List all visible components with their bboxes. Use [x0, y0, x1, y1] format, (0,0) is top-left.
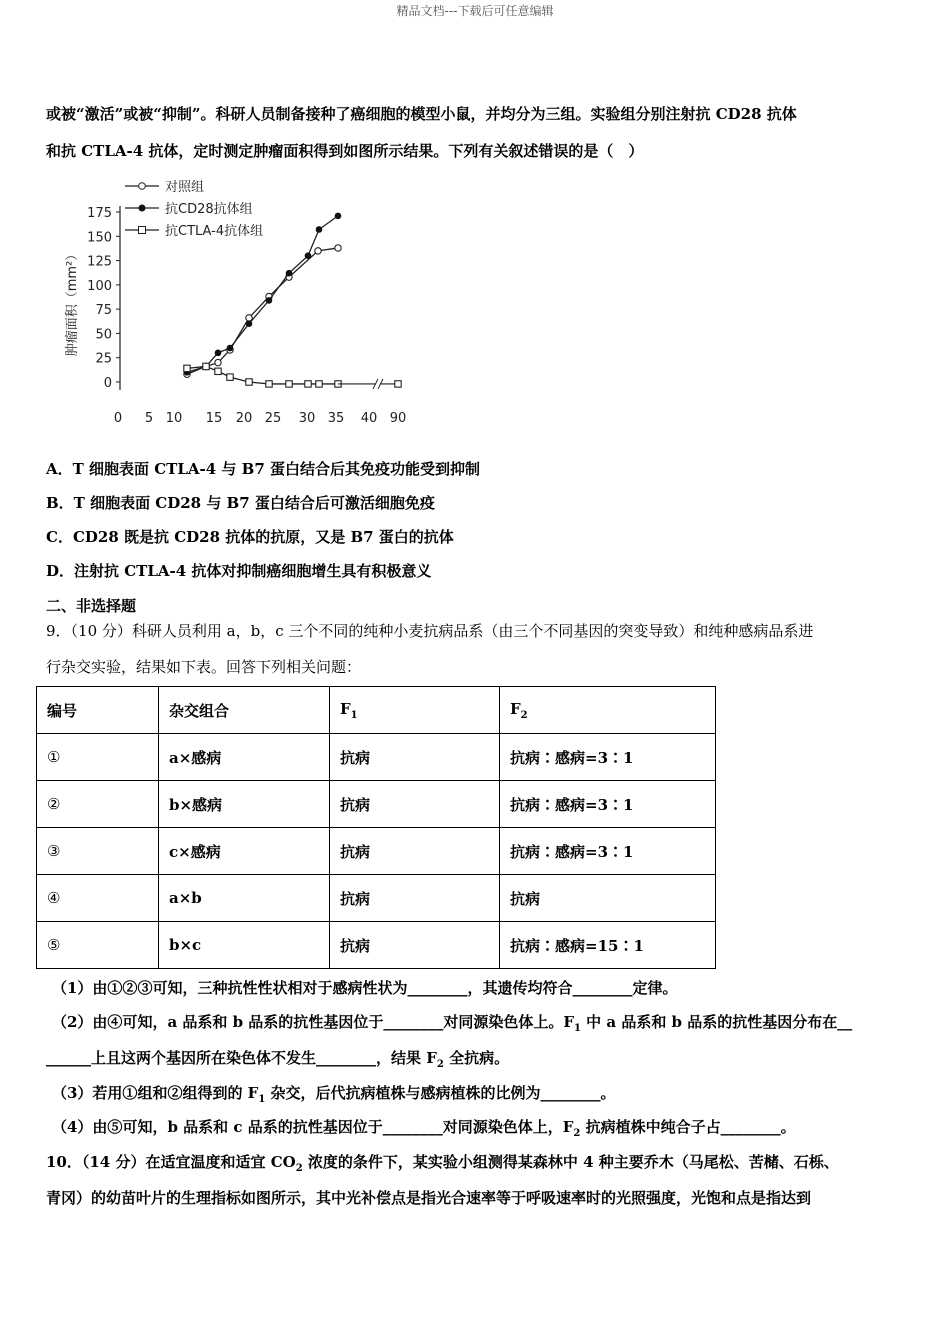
q9-sub-2b [46, 1047, 509, 1070]
legend-label: 对照组 [165, 180, 205, 195]
y-tick-label: 0 [103, 376, 112, 391]
x-tick-label: 5 [144, 411, 154, 426]
q9-sub-3-sub: 1 [258, 1094, 266, 1105]
header-f-sub: 2 [520, 709, 528, 721]
table-cell: b×c [159, 922, 330, 969]
data-point-square [227, 374, 233, 380]
q9-sub-3-post: 杂交，后代抗病植株与感病植株的比例为________。 [265, 1084, 616, 1102]
table-cell: 抗病 [500, 875, 716, 922]
data-point-open [315, 248, 321, 254]
data-point-square [203, 363, 209, 369]
table-cell: 抗病∶感病=3∶1 [500, 781, 716, 828]
table-cell: 抗病∶感病=15∶1 [500, 922, 716, 969]
data-point-filled [305, 252, 312, 259]
intro-line-2: 和抗 CTLA-4 抗体，定时测定肿瘤面积得到如图所示结果。下列有关叙述错误的是（ ） [46, 142, 644, 160]
header-f-sub: 1 [350, 709, 358, 721]
data-point-open [335, 245, 341, 251]
y-tick-label: 75 [95, 303, 112, 319]
q9-sub-4 [52, 1116, 796, 1139]
option-d: D．注射抗 CTLA-4 抗体对抑制癌细胞增生具有积极意义 [46, 562, 432, 580]
q9-sub-2b-pre: ______上且这两个基因所在染色体不发生________，结果 F [46, 1049, 437, 1067]
q9-line-1: 9．（10 分）科研人员利用 a，b，c 三个不同的纯种小麦抗病品系（由三个不同基因的突变导致）和纯种感病品系进 [46, 622, 814, 640]
table-cell: a×感病 [159, 734, 330, 781]
x-tick-label: 15 [205, 411, 223, 426]
x-tick-label: 10 [165, 411, 183, 426]
page-header: 精品文档---下载后可任意编辑 [396, 4, 554, 18]
q9-sub-1: （1）由①②③可知，三种抗性性状相对于感病性状为________，其遗传均符合________定律。 [52, 979, 678, 997]
section-title: 二、非选择题 [46, 597, 137, 615]
table-cell: ④ [37, 875, 159, 922]
q9-sub-4-sub: 2 [573, 1128, 581, 1139]
q9-sub-2b-sub: 2 [436, 1059, 444, 1070]
q10-line-1 [46, 1151, 839, 1174]
legend-marker [139, 205, 146, 212]
table-cell: 抗病∶感病=3∶1 [500, 734, 716, 781]
x-tick-label: 40 [360, 411, 378, 426]
header-cell: 编号 [37, 687, 159, 734]
table-cell: ③ [37, 828, 159, 875]
data-point-square [215, 368, 221, 374]
x-tick-label: 35 [327, 411, 345, 426]
table-cell: ② [37, 781, 159, 828]
header-f-text: F [340, 699, 351, 718]
data-point-filled [316, 226, 323, 233]
x-tick-label: 25 [264, 411, 282, 426]
q9-sub-2a-sub: 1 [573, 1023, 581, 1034]
table-row [37, 781, 716, 828]
q10-line-2: 青冈）的幼苗叶片的生理指标如图所示，其中光补偿点是指光合速率等于呼吸速率时的光照强度，光饱和点是指达到 [46, 1189, 812, 1207]
table-row [37, 922, 716, 969]
y-tick-label: 25 [95, 351, 112, 367]
data-point-filled [286, 270, 293, 277]
y-tick-label: 175 [87, 206, 112, 221]
cross-results-table [36, 686, 716, 969]
q9-sub-2a-post: 中 a 品系和 b 品系的抗性基因分布在__ [580, 1013, 853, 1031]
header-f-text: F [510, 699, 521, 718]
table-row [37, 828, 716, 875]
data-point-open [215, 359, 221, 365]
data-point-square [395, 381, 401, 387]
data-point-square [305, 381, 311, 387]
table-cell: 抗病 [330, 828, 500, 875]
option-b: B．T 细胞表面 CD28 与 B7 蛋白结合后可激活细胞免疫 [46, 494, 435, 512]
data-point-filled [246, 320, 253, 327]
data-point-filled [227, 345, 234, 352]
data-point-square [316, 381, 322, 387]
q9-sub-2a-pre: （2）由④可知，a 品系和 b 品系的抗性基因位于________对同源染色体上。F [52, 1013, 574, 1031]
q10-line-1-post: 浓度的条件下，某实验小组测得某森林中 4 种主要乔木（马尾松、苦槠、石栎、 [302, 1153, 839, 1171]
table-cell: a×b [159, 875, 330, 922]
intro-line-1: 或被“激活”或被“抑制”。科研人员制备接种了癌细胞的模型小鼠，并均分为三组。实验组分别注射抗 CD28 抗体 [46, 105, 797, 123]
header-cell [330, 687, 500, 734]
x-tick-label: 0 [113, 411, 123, 426]
q9-sub-4-post: 抗病植株中纯合子占________。 [580, 1118, 796, 1136]
tumor-area-chart [40, 172, 430, 432]
table-cell: ⑤ [37, 922, 159, 969]
data-point-square [266, 381, 272, 387]
legend-marker [139, 183, 146, 190]
legend-marker [139, 227, 146, 234]
q9-sub-2b-post: 全抗病。 [443, 1049, 510, 1067]
header-cell: 杂交组合 [159, 687, 330, 734]
data-point-square [286, 381, 292, 387]
table-cell: 抗病∶感病=3∶1 [500, 828, 716, 875]
table-cell: ① [37, 734, 159, 781]
table-row [37, 734, 716, 781]
q10-line-1-pre: 10．（14 分）在适宜温度和适宜 CO [46, 1153, 296, 1171]
y-tick-label: 50 [95, 327, 112, 343]
data-point-filled [266, 297, 273, 304]
table-cell: c×感病 [159, 828, 330, 875]
q9-sub-2a [52, 1011, 852, 1034]
series-line-2 [187, 216, 338, 372]
y-tick-label: 125 [87, 254, 112, 270]
series-line-1 [187, 248, 338, 374]
data-point-square [246, 379, 252, 385]
q9-sub-4-pre: （4）由⑤可知，b 品系和 c 品系的抗性基因位于________对同源染色体上，F [52, 1118, 574, 1136]
y-tick-label: 150 [87, 230, 112, 246]
option-c: C．CD28 既是抗 CD28 抗体的抗原，又是 B7 蛋白的抗体 [46, 528, 454, 546]
q9-line-2: 行杂交实验，结果如下表。回答下列相关问题： [46, 658, 362, 676]
header-cell [500, 687, 716, 734]
table-cell: 抗病 [330, 734, 500, 781]
table-header-row [37, 687, 716, 734]
q10-line-1-sub: 2 [295, 1163, 303, 1174]
legend-label: 抗CTLA-4抗体组 [165, 224, 264, 239]
legend-label: 抗CD28抗体组 [165, 202, 253, 217]
data-point-square [184, 365, 190, 371]
table-cell: 抗病 [330, 922, 500, 969]
x-tick-label: 20 [235, 411, 253, 426]
x-tick-label: 90 [389, 411, 407, 426]
y-axis-label: 肿瘤面积（mm²） [65, 247, 80, 357]
q9-sub-3-pre: （3）若用①组和②组得到的 F [52, 1084, 259, 1102]
data-point-filled [335, 213, 342, 220]
table-cell: b×感病 [159, 781, 330, 828]
y-tick-label: 100 [87, 278, 112, 294]
data-point-filled [215, 350, 222, 357]
table-cell: 抗病 [330, 875, 500, 922]
table-cell: 抗病 [330, 781, 500, 828]
x-tick-label: 30 [298, 411, 316, 426]
table-row [37, 875, 716, 922]
q9-sub-3 [52, 1082, 616, 1105]
option-a: A．T 细胞表面 CTLA-4 与 B7 蛋白结合后其免疫功能受到抑制 [46, 460, 480, 478]
